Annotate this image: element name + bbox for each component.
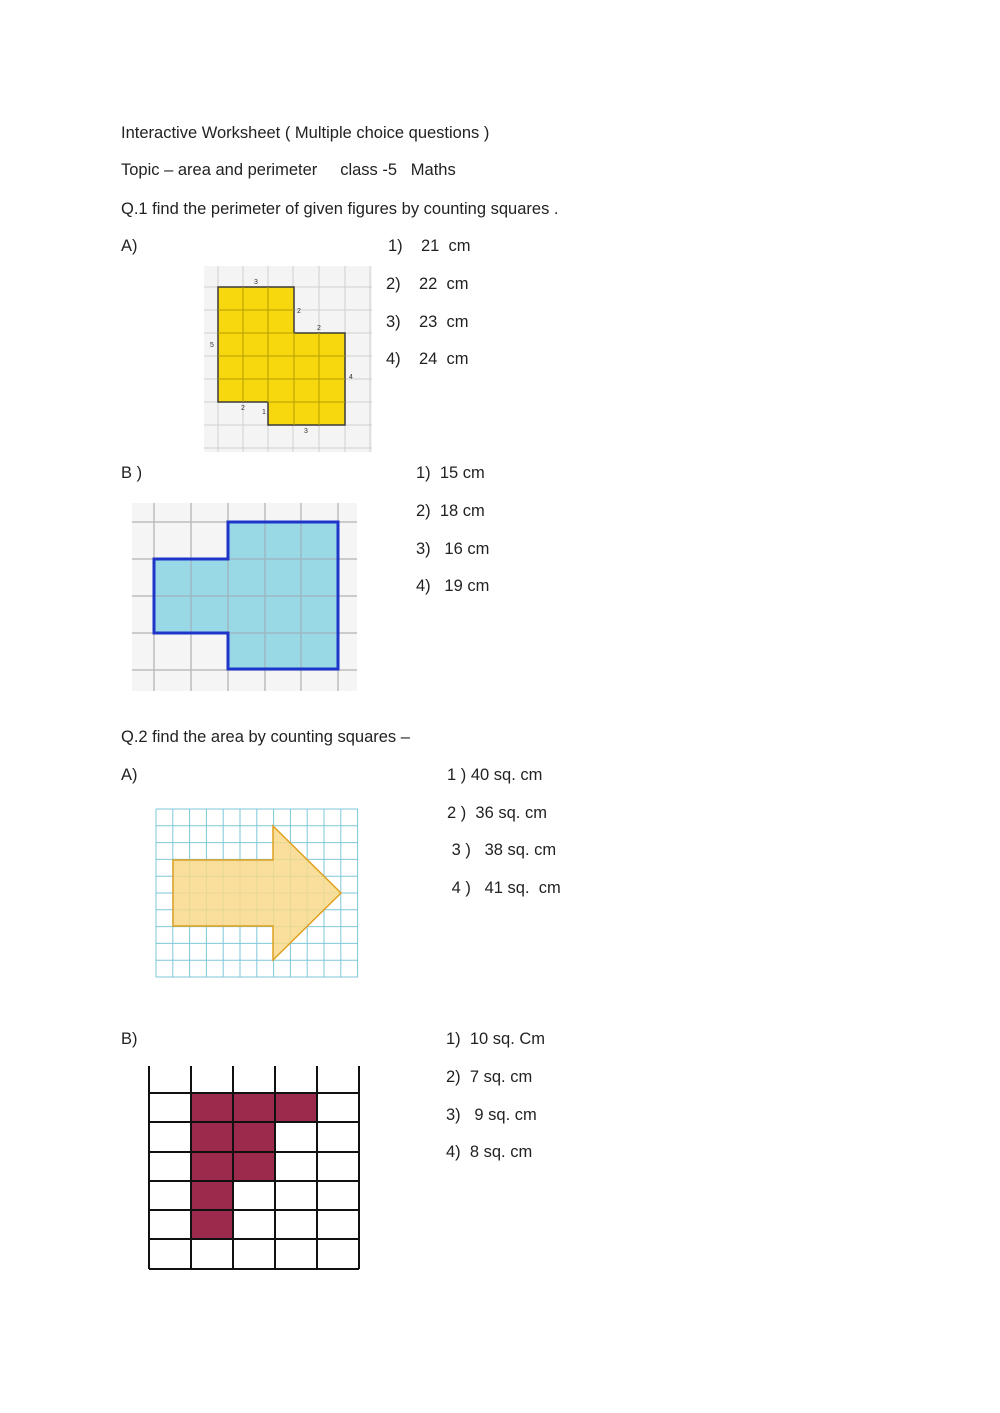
q2-b-label: B)	[121, 1030, 138, 1048]
q1-b-option-3[interactable]: 3) 16 cm	[416, 540, 490, 558]
q2-b-option-1[interactable]: 1) 10 sq. Cm	[446, 1030, 546, 1048]
q1-a-option-4[interactable]: 4) 24 cm	[386, 350, 469, 368]
q1-a-dim-step: 2	[297, 308, 301, 315]
q1-a-dim-bottom: 3	[304, 428, 308, 435]
q1-a-dim-top: 3	[254, 279, 258, 286]
q2-a-figure	[155, 808, 360, 979]
q1-a-option-2[interactable]: 2) 22 cm	[386, 275, 469, 293]
q1-a-dim-right: 4	[349, 374, 353, 381]
worksheet-topic: Topic – area and perimeter class -5 Maths	[121, 161, 456, 179]
q1-a-dim-upper-right: 2	[317, 325, 321, 332]
q2-a-option-4[interactable]: 4 ) 41 sq. cm	[447, 879, 561, 897]
q1-b-label: B )	[121, 464, 143, 482]
q1-a-figure	[204, 266, 372, 452]
q2-b-option-3[interactable]: 3) 9 sq. cm	[446, 1106, 537, 1124]
q1-a-option-1[interactable]: 1) 21 cm	[388, 237, 471, 255]
q1-b-option-1[interactable]: 1) 15 cm	[416, 464, 485, 482]
q2-a-option-1[interactable]: 1 ) 40 sq. cm	[447, 766, 543, 784]
q1-a-dim-bottom-left: 2	[241, 405, 245, 412]
q2-a-label: A)	[121, 766, 138, 784]
worksheet-title: Interactive Worksheet ( Multiple choice questions )	[121, 124, 490, 142]
q2-question: Q.2 find the area by counting squares –	[121, 728, 410, 746]
q2-b-option-2[interactable]: 2) 7 sq. cm	[446, 1068, 533, 1086]
q1-a-dim-notch: 1	[262, 409, 266, 416]
q2-b-option-4[interactable]: 4) 8 sq. cm	[446, 1143, 533, 1161]
q1-b-option-4[interactable]: 4) 19 cm	[416, 577, 490, 595]
q1-b-figure	[132, 503, 357, 691]
q2-a-option-2[interactable]: 2 ) 36 sq. cm	[447, 804, 547, 822]
q1-a-label: A)	[121, 237, 138, 255]
q1-a-option-3[interactable]: 3) 23 cm	[386, 313, 469, 331]
q2-a-option-3[interactable]: 3 ) 38 sq. cm	[447, 841, 557, 859]
q1-b-option-2[interactable]: 2) 18 cm	[416, 502, 485, 520]
q2-b-figure	[147, 1066, 362, 1271]
q1-question: Q.1 find the perimeter of given figures by counting squares .	[121, 200, 559, 218]
q1-a-dim-left: 5	[210, 342, 214, 349]
